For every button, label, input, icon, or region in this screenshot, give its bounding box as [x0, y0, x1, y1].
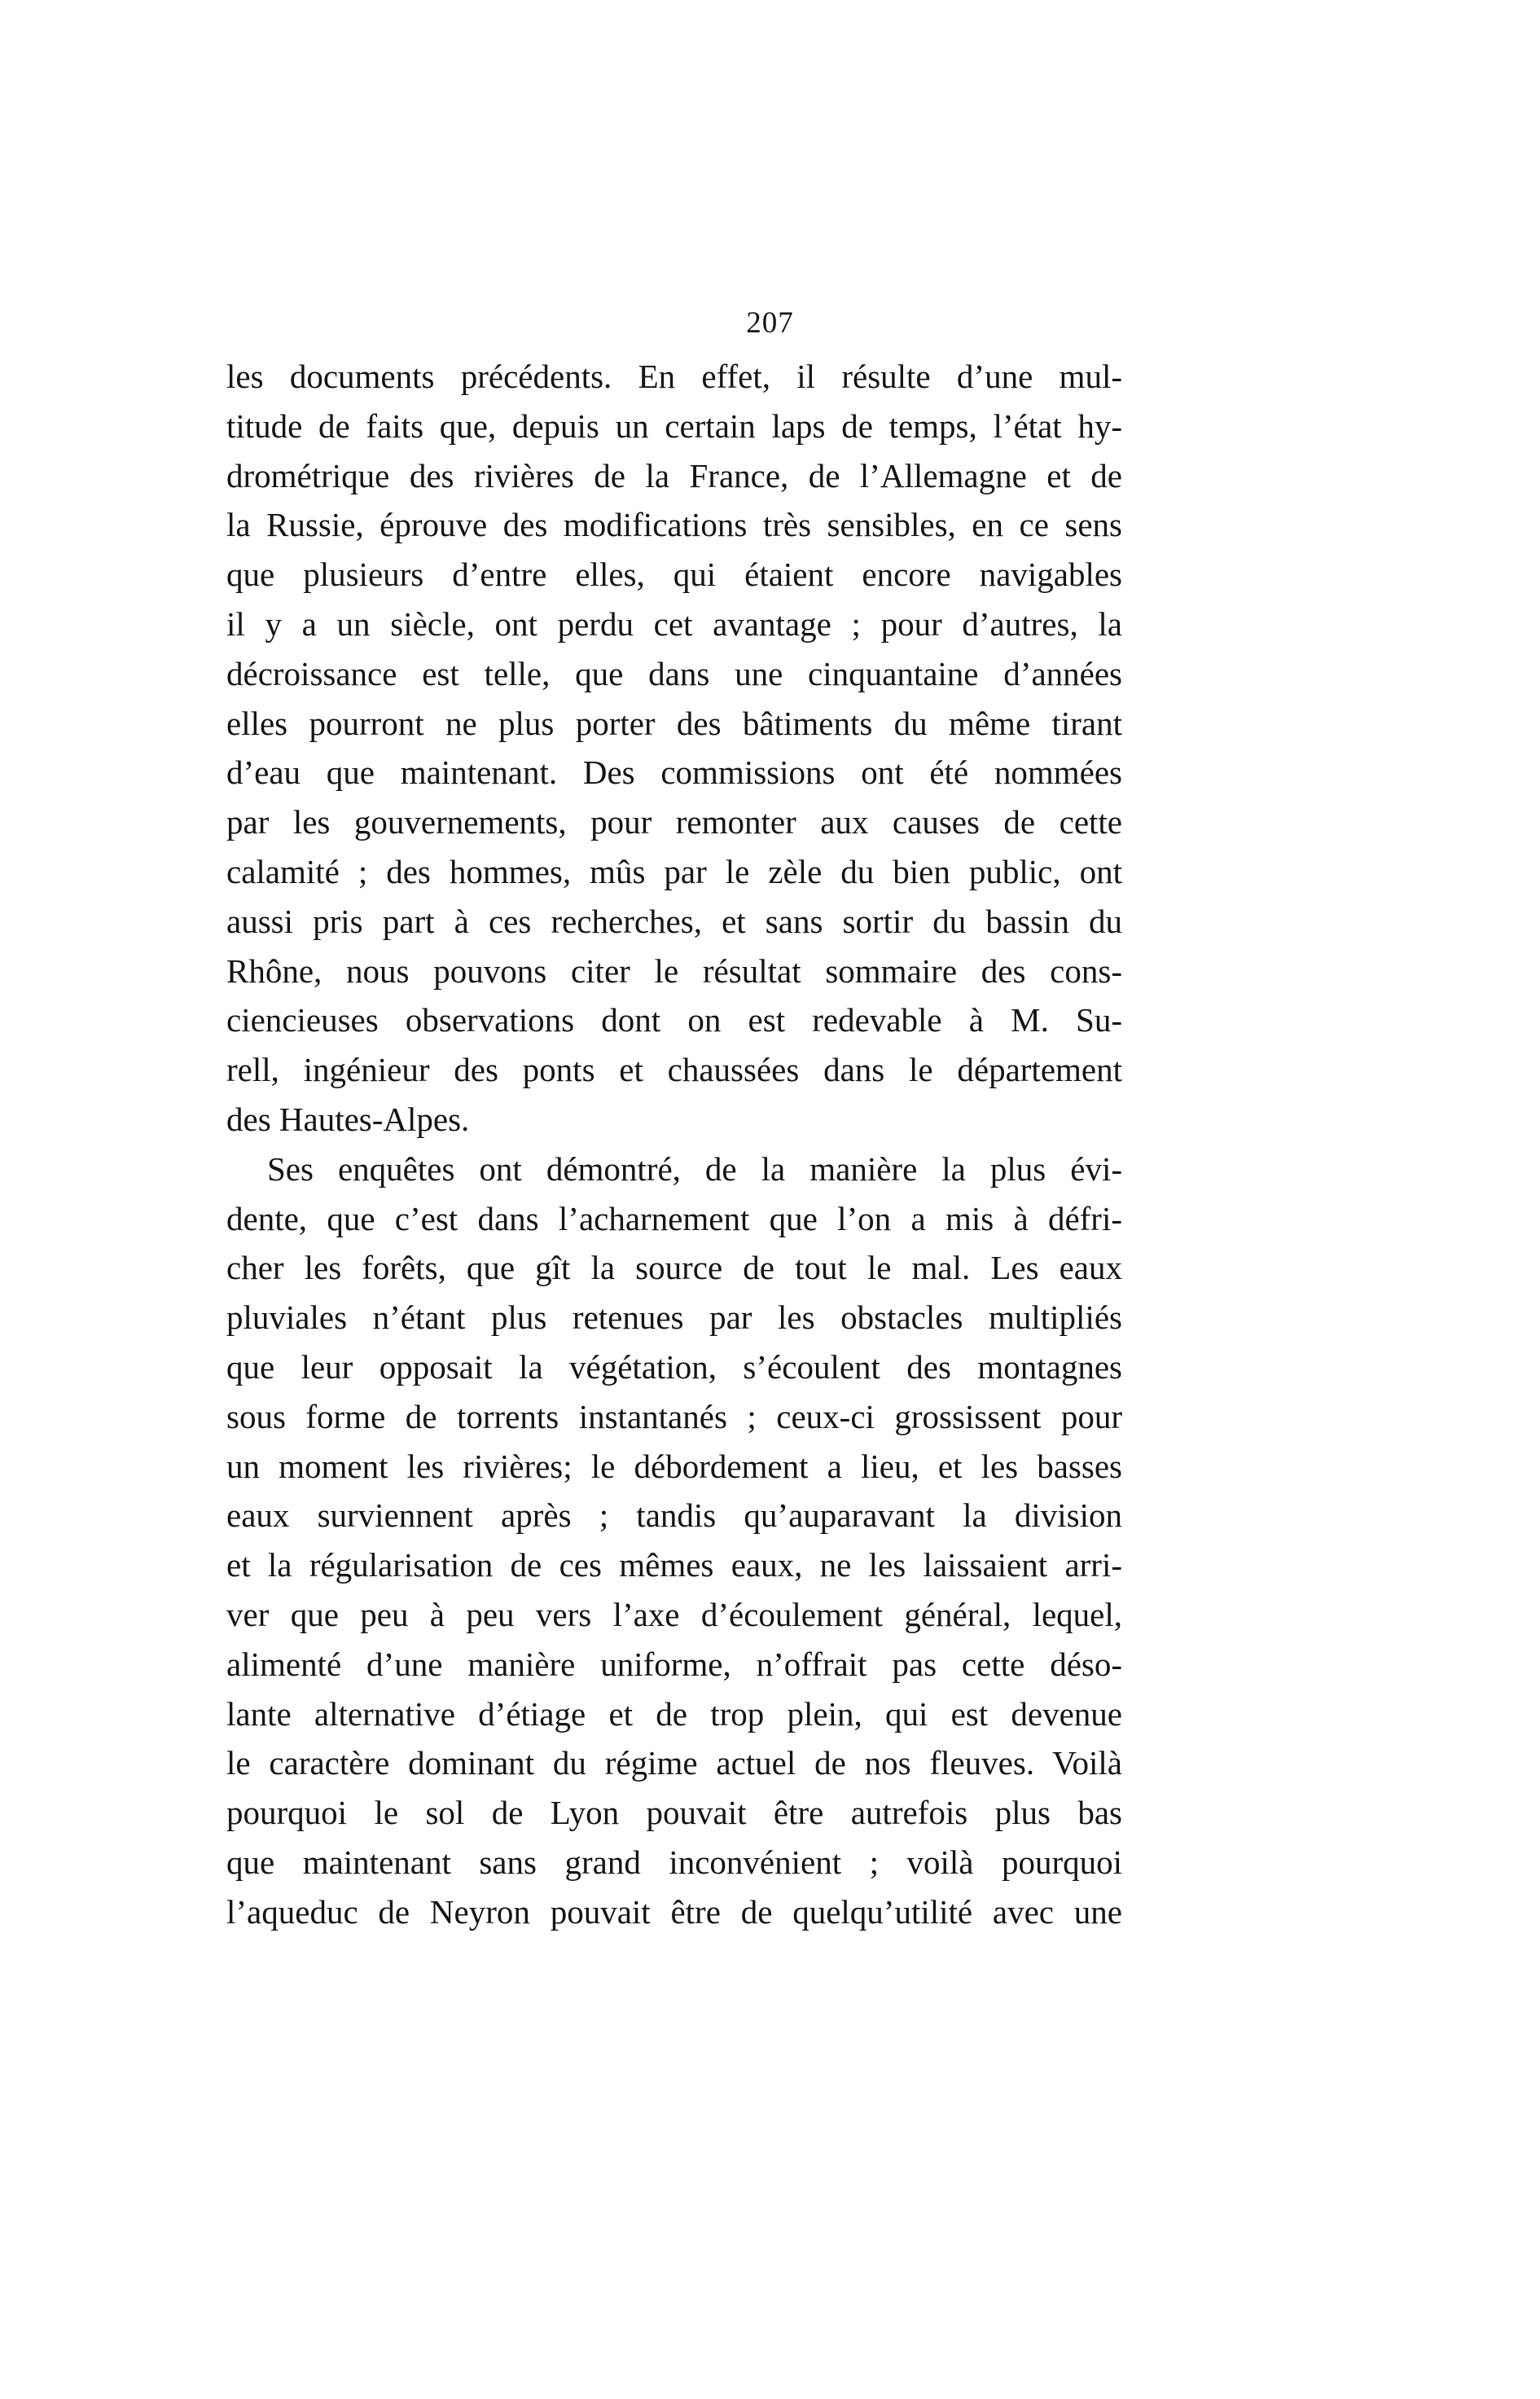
text-line: calamité ; des hommes, mûs par le zèle du bien public, ont	[226, 852, 1122, 890]
text-line: titude de faits que, depuis un certain laps de temps, l’état hy-	[226, 406, 1122, 445]
text-line: Rhône, nous pouvons citer le résultat sommaire des cons-	[226, 951, 1122, 990]
text-line: eaux surviennent après ; tandis qu’auparavant la division	[226, 1496, 1122, 1535]
text-line: drométrique des rivières de la France, de l’Allemagne et de	[226, 456, 1122, 494]
text-line: la Russie, éprouve des modifications très sensibles, en ce sens	[226, 506, 1122, 544]
text-line: d’eau que maintenant. Des commissions ont été nommées	[226, 754, 1122, 792]
text-line: et la régularisation de ces mêmes eaux, ne les laissaient arri-	[226, 1546, 1122, 1584]
text-line: que leur opposait la végétation, s’écoulent des montagnes	[226, 1347, 1122, 1386]
text-line: que maintenant sans grand inconvénient ; voilà pourquoi	[226, 1843, 1122, 1881]
text-line: cher les forêts, que gît la source de tout le mal. Les eaux	[226, 1249, 1122, 1287]
text-line: lante alternative d’étiage et de trop plein, qui est devenue	[226, 1694, 1122, 1733]
text-line: le caractère dominant du régime actuel de nos fleuves. Voilà	[226, 1744, 1122, 1782]
text-line: décroissance est telle, que dans une cinquantaine d’années	[226, 654, 1122, 692]
text-line: l’aqueduc de Neyron pouvait être de quelqu’utilité avec une	[226, 1892, 1122, 1931]
text-line: il y a un siècle, ont perdu cet avantage ; pour d’autres, la	[226, 604, 1122, 643]
text-line: aussi pris part à ces recherches, et sans sortir du bassin du	[226, 902, 1122, 940]
text-line: ver que peu à peu vers l’axe d’écoulement général, lequel,	[226, 1595, 1122, 1633]
paragraph-end-line: des Hautes-Alpes.	[226, 1100, 470, 1138]
text-line: pluviales n’étant plus retenues par les obstacles multipliés	[226, 1298, 1122, 1337]
paragraph-start-line: Ses enquêtes ont démontré, de la manière la plus évi-	[267, 1149, 1122, 1188]
page-number: 207	[746, 306, 794, 340]
text-line: ciencieuses observations dont on est redevable à M. Su-	[226, 1001, 1122, 1039]
text-line: rell, ingénieur des ponts et chaussées dans le département	[226, 1051, 1122, 1089]
text-line: les documents précédents. En effet, il résulte d’une mul-	[226, 358, 1122, 395]
text-line: sous forme de torrents instantanés ; ceux-ci grossissent pour	[226, 1397, 1122, 1435]
text-line: pourquoi le sol de Lyon pouvait être autrefois plus bas	[226, 1794, 1122, 1832]
text-line: alimenté d’une manière uniforme, n’offrait pas cette déso-	[226, 1645, 1122, 1683]
text-line: un moment les rivières; le débordement a lieu, et les basses	[226, 1447, 1122, 1485]
text-line: dente, que c’est dans l’acharnement que l’on a mis à défri-	[226, 1199, 1122, 1237]
body-text	[226, 352, 1122, 1937]
text-line: elles pourront ne plus porter des bâtiments du même tirant	[226, 704, 1122, 742]
text-line: que plusieurs d’entre elles, qui étaient encore navigables	[226, 556, 1122, 594]
text-line: par les gouvernements, pour remonter aux causes de cette	[226, 803, 1122, 841]
